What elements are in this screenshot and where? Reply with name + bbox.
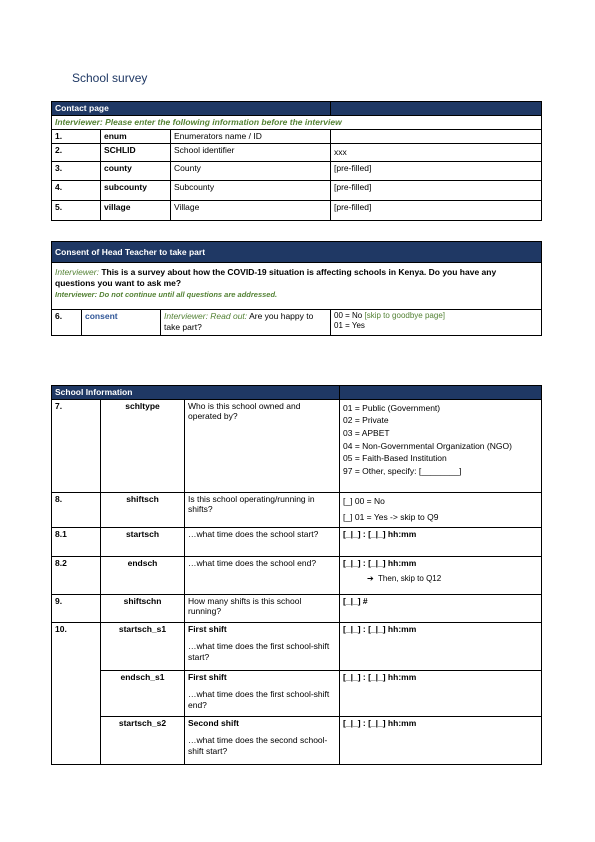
row-number: 10. (52, 622, 101, 764)
row-number: 6. (52, 310, 82, 336)
table-row (52, 594, 542, 622)
question-cell (185, 622, 340, 670)
contact-header-blank (331, 102, 542, 116)
row-number: 8. (52, 492, 101, 527)
variable-code: village (101, 200, 171, 220)
table-row (52, 129, 542, 143)
row-value[interactable]: [pre-filled] (331, 161, 542, 180)
question-text: Are you happy to take part? (164, 311, 314, 332)
question-text: Who is this school owned and operated by? (185, 399, 340, 492)
row-number: 5. (52, 200, 101, 220)
row-value[interactable]: xxx (331, 143, 542, 161)
table-row (52, 556, 542, 594)
option-item[interactable]: 04 = Non-Governmental Organization (NGO) (343, 440, 512, 451)
answer-options[interactable] (340, 399, 542, 492)
variable-code: endsch (101, 556, 185, 594)
answer-options[interactable] (331, 310, 542, 336)
row-number: 3. (52, 161, 101, 180)
table-row (52, 716, 542, 764)
consent-header: Consent of Head Teacher to take part (52, 242, 542, 263)
option-no[interactable]: [_] 00 = No (343, 495, 385, 506)
time-field[interactable]: [_|_] : [_|_] hh:mm (340, 527, 542, 556)
option-item[interactable]: 05 = Faith-Based Institution (343, 453, 447, 464)
row-value[interactable] (331, 129, 542, 143)
answer-cell (340, 556, 542, 594)
question-text: Is this school operating/running in shifts? (185, 492, 340, 527)
contact-table (51, 101, 542, 221)
row-value[interactable]: [pre-filled] (331, 180, 542, 200)
row-label: Subcounty (171, 180, 331, 200)
row-label: Enumerators name / ID (171, 129, 331, 143)
variable-code: startsch_s2 (101, 716, 185, 764)
row-label: Village (171, 200, 331, 220)
table-row (52, 622, 542, 670)
variable-code: startsch (101, 527, 185, 556)
row-number: 8.1 (52, 527, 101, 556)
consent-note: Interviewer: Do not continue until all questions are addressed. (55, 290, 278, 300)
arrow-right-icon: ➔ (367, 574, 374, 584)
table-row (52, 161, 542, 180)
contact-instruction: Interviewer: Please enter the following information before the interview (52, 116, 542, 130)
question-text: …what time does the school end? (185, 556, 340, 594)
time-field[interactable]: [_|_] : [_|_] hh:mm (340, 670, 542, 716)
question-cell (185, 670, 340, 716)
variable-code: subcounty (101, 180, 171, 200)
row-number: 9. (52, 594, 101, 622)
variable-code: startsch_s1 (101, 622, 185, 670)
shift-title: Second shift (188, 717, 240, 728)
variable-code: endsch_s1 (101, 670, 185, 716)
row-label: School identifier (171, 143, 331, 161)
question-text: …what time does the second school-shift start? (188, 735, 328, 756)
table-row (52, 310, 542, 336)
table-row (52, 527, 542, 556)
consent-table (51, 241, 542, 336)
shift-title: First shift (188, 671, 227, 682)
consent-intro-label: Interviewer: (55, 267, 99, 277)
table-row (52, 399, 542, 492)
row-number: 7. (52, 399, 101, 492)
option-item[interactable]: 97 = Other, specify: [________] (343, 465, 462, 476)
row-number: 2. (52, 143, 101, 161)
consent-intro (52, 263, 542, 310)
school-info-header: School Information (52, 386, 340, 400)
question-cell (185, 716, 340, 764)
question-text: How many shifts is this school running? (185, 594, 340, 622)
table-row (52, 670, 542, 716)
variable-code: county (101, 161, 171, 180)
variable-code: shiftsch (101, 492, 185, 527)
variable-code: SCHLID (101, 143, 171, 161)
variable-code: consent (82, 310, 161, 336)
table-row (52, 143, 542, 161)
skip-note: [skip to goodbye page] (364, 311, 445, 320)
answer-options[interactable] (340, 492, 542, 527)
time-field[interactable]: [_|_] : [_|_] hh:mm (343, 557, 417, 568)
option-item[interactable]: 02 = Private (343, 415, 389, 426)
skip-note: Then, skip to Q12 (378, 574, 442, 584)
row-number: 8.2 (52, 556, 101, 594)
page-title: School survey (72, 71, 148, 85)
variable-code: enum (101, 129, 171, 143)
shift-title: First shift (188, 623, 227, 634)
row-number: 1. (52, 129, 101, 143)
option-yes[interactable]: [_] 01 = Yes -> skip to Q9 (343, 512, 439, 523)
row-label (161, 310, 331, 336)
school-info-header-blank (340, 386, 542, 400)
option-item[interactable]: 03 = APBET (343, 427, 390, 438)
time-field[interactable]: [_|_] : [_|_] hh:mm (340, 716, 542, 764)
option-no[interactable]: 00 = No (334, 311, 363, 320)
read-out-label: Interviewer: Read out: (164, 311, 248, 321)
time-field[interactable]: [_|_] : [_|_] hh:mm (340, 622, 542, 670)
question-text: …what time does the school start? (185, 527, 340, 556)
skip-instruction (343, 574, 538, 584)
count-field[interactable]: [_|_] # (340, 594, 542, 622)
consent-intro-text: This is a survey about how the COVID-19 situation is affecting schools in Kenya. Do you have any questions you want to ask me? (55, 267, 497, 288)
table-row (52, 200, 542, 220)
table-row (52, 492, 542, 527)
question-text: …what time does the first school-shift start? (188, 641, 330, 662)
table-row (52, 180, 542, 200)
row-number: 4. (52, 180, 101, 200)
option-yes[interactable]: 01 = Yes (334, 321, 365, 330)
school-info-table (51, 385, 542, 765)
contact-header: Contact page (52, 102, 331, 116)
question-text: …what time does the first school-shift end? (188, 689, 330, 710)
variable-code: schltype (101, 399, 185, 492)
variable-code: shiftschn (101, 594, 185, 622)
row-label: County (171, 161, 331, 180)
row-value[interactable]: [pre-filled] (331, 200, 542, 220)
option-item[interactable]: 01 = Public (Government) (343, 402, 441, 413)
